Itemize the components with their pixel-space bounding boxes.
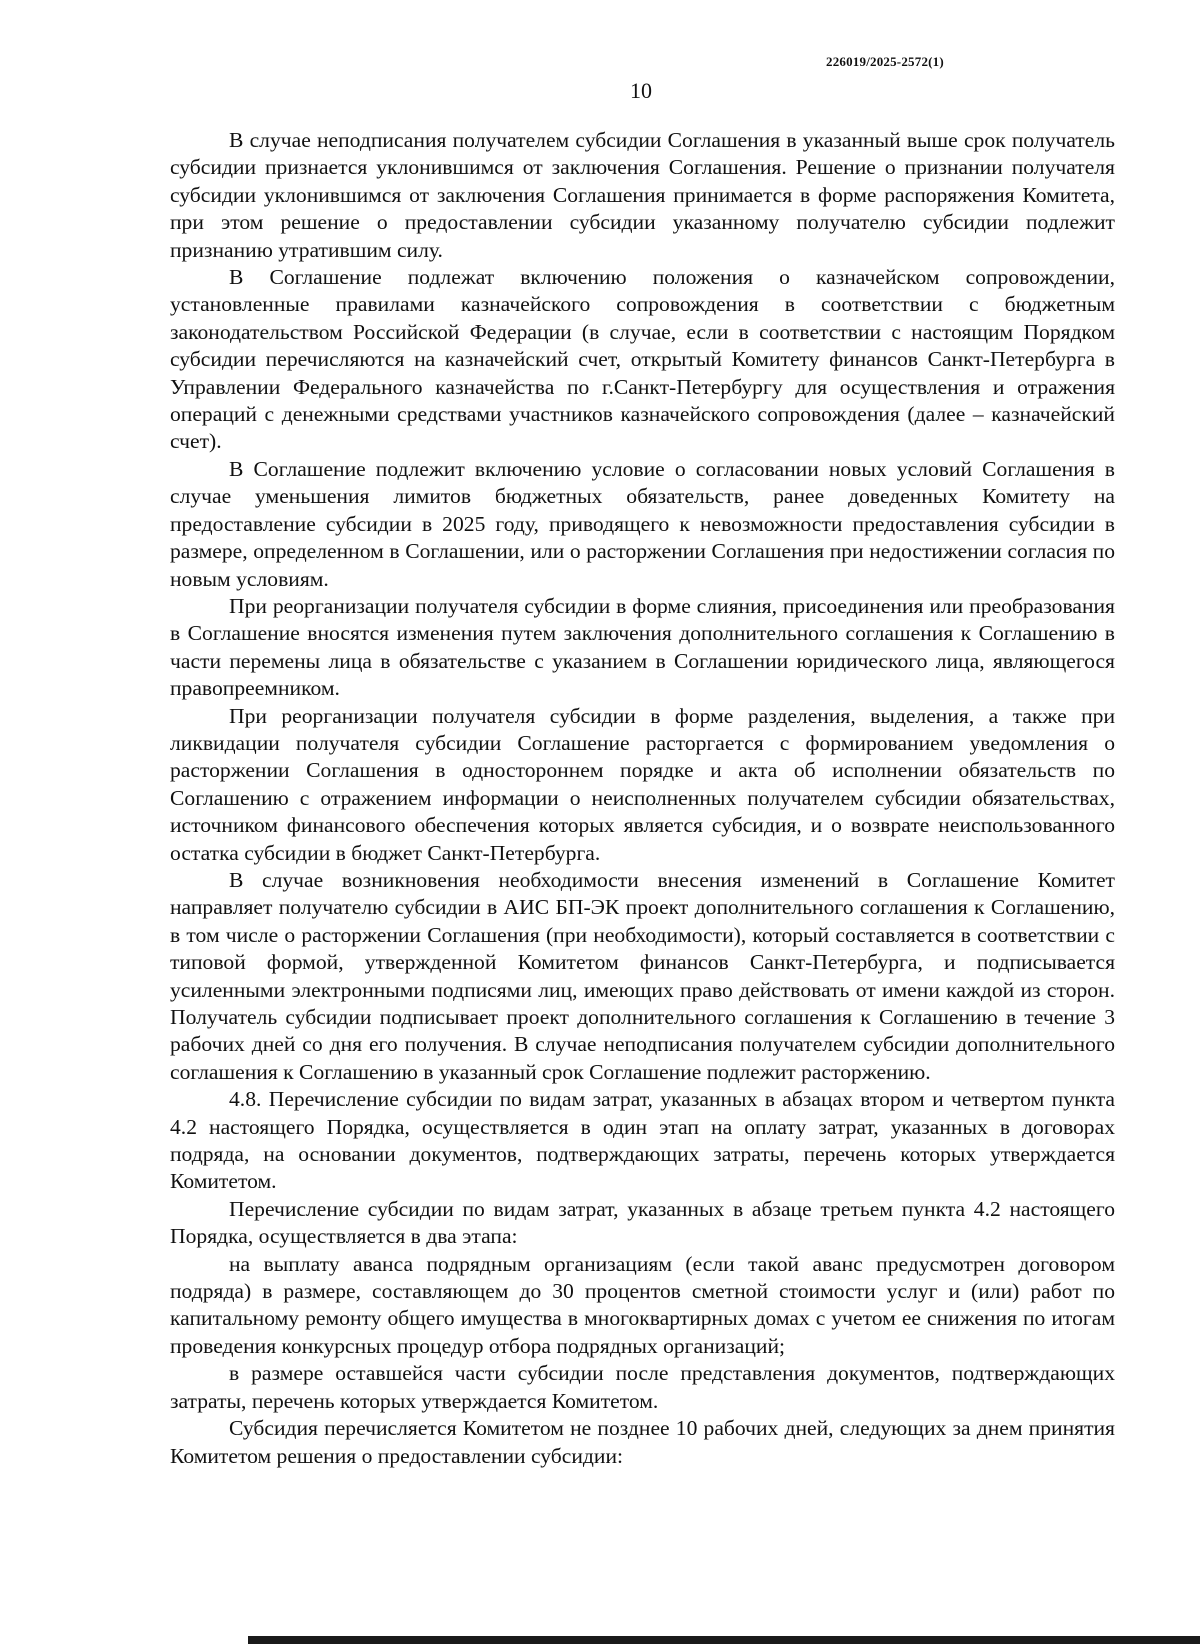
paragraph: Субсидия перечисляется Комитетом не позднее 10 рабочих дней, следующих за днем принятия Комитетом решения о предоставлении субсидии: [170,1416,1115,1468]
scan-edge-divider [248,1636,1200,1644]
paragraph: При реорганизации получателя субсидии в форме разделения, выделения, а также при ликвидации получателя субсидии Соглашение расторгается с формированием уведомления о расторжении Соглашения в одностороннем порядке и акта об исполнении обязательств по Соглашению с отражением информации о неисполненных получателем субсидии обязательствах, источником финансового обеспечения которых является субсидия, и о возврате неиспользованного остатка субсидии в бюджет Санкт-Петербурга. [170,703,1115,865]
paragraph: на выплату аванса подрядным организациям (если такой аванс предусмотрен договором подряда) в размере, составляющем до 30 процентов сметной стоимости услуг и (или) работ по капитальному ремонту общего имущества в многоквартирных домах с учетом ее снижения по итогам проведения конкурсных процедур отбора подрядных организаций; [170,1251,1115,1358]
paragraph: В Соглашение подлежат включению положения о казначейском сопровождении, установленные правилами казначейского сопровождения в соответствии с бюджетным законодательством Российской Федерации (в случае, если в соответствии с настоящим Порядком субсидии перечисляются на казначейский счет, открытый Комитету финансов Санкт-Петербурга в Управлении Федерального казначейства по г.Санкт-Петербургу для осуществления и отражения операций с денежными средствами участников казначейского сопровождения (далее – казначейский счет). [170,265,1115,454]
paragraph: В случае возникновения необходимости внесения изменений в Соглашение Комитет направляет получателю субсидии в АИС БП-ЭК проект дополнительного соглашения к Соглашению, в том числе о расторжении Соглашения (при необходимости), который составляется в соответствии с типовой формой, утвержденной Комитетом финансов Санкт-Петербурга, и подписывается усиленными электронными подписями лиц, имеющих право действовать от имени каждой из сторон. Получатель субсидии подписывает проект дополнительного соглашения к Соглашению в течение 3 рабочих дней со дня его получения. В случае неподписания получателем субсидии дополнительного соглашения к Соглашению в указанный срок Соглашение подлежит расторжению. [170,867,1115,1084]
paragraph: Перечисление субсидии по видам затрат, указанных в абзаце третьем пункта 4.2 настоящего Порядка, осуществляется в два этапа: [170,1196,1115,1249]
paragraph: 4.8. Перечисление субсидии по видам затрат, указанных в абзацах втором и четвертом пункта 4.2 настоящего Порядка, осуществляется в один этап на оплату затрат, указанных в договорах подряда, на основании документов, подтверждающих затраты, перечень которых утверждается Комитетом. [170,1087,1115,1194]
paragraph: в размере оставшейся части субсидии после представления документов, подтверждающих затраты, перечень которых утверждается Комитетом. [170,1361,1115,1413]
paragraph: В Соглашение подлежит включению условие о согласовании новых условий Соглашения в случае уменьшения лимитов бюджетных обязательств, ранее доведенных Комитету на предоставление субсидии в 2025 году, приводящего к невозможности предоставления субсидии в размере, определенном в Соглашении, или о расторжении Соглашения при недостижении согласия по новым условиям. [170,456,1115,591]
document-registration-number: 226019/2025-2572(1) [826,54,944,69]
paragraph: В случае неподписания получателем субсидии Соглашения в указанный выше срок получатель субсидии признается уклонившимся от заключения Соглашения. Решение о признании получателя субсидии уклонившимся от заключения Соглашения принимается в форме распоряжения Комитета, при этом решение о предоставлении субсидии указанному получателю субсидии подлежит признанию утратившим силу. [170,128,1115,262]
page-number: 10 [630,78,652,103]
paragraph: При реорганизации получателя субсидии в форме слияния, присоединения или преобразования в Соглашение вносятся изменения путем заключения дополнительного соглашения к Соглашению в части перемены лица в обязательстве с указанием в Соглашении юридического лица, являющегося правопреемником. [170,593,1115,701]
document-body [170,127,1115,1470]
